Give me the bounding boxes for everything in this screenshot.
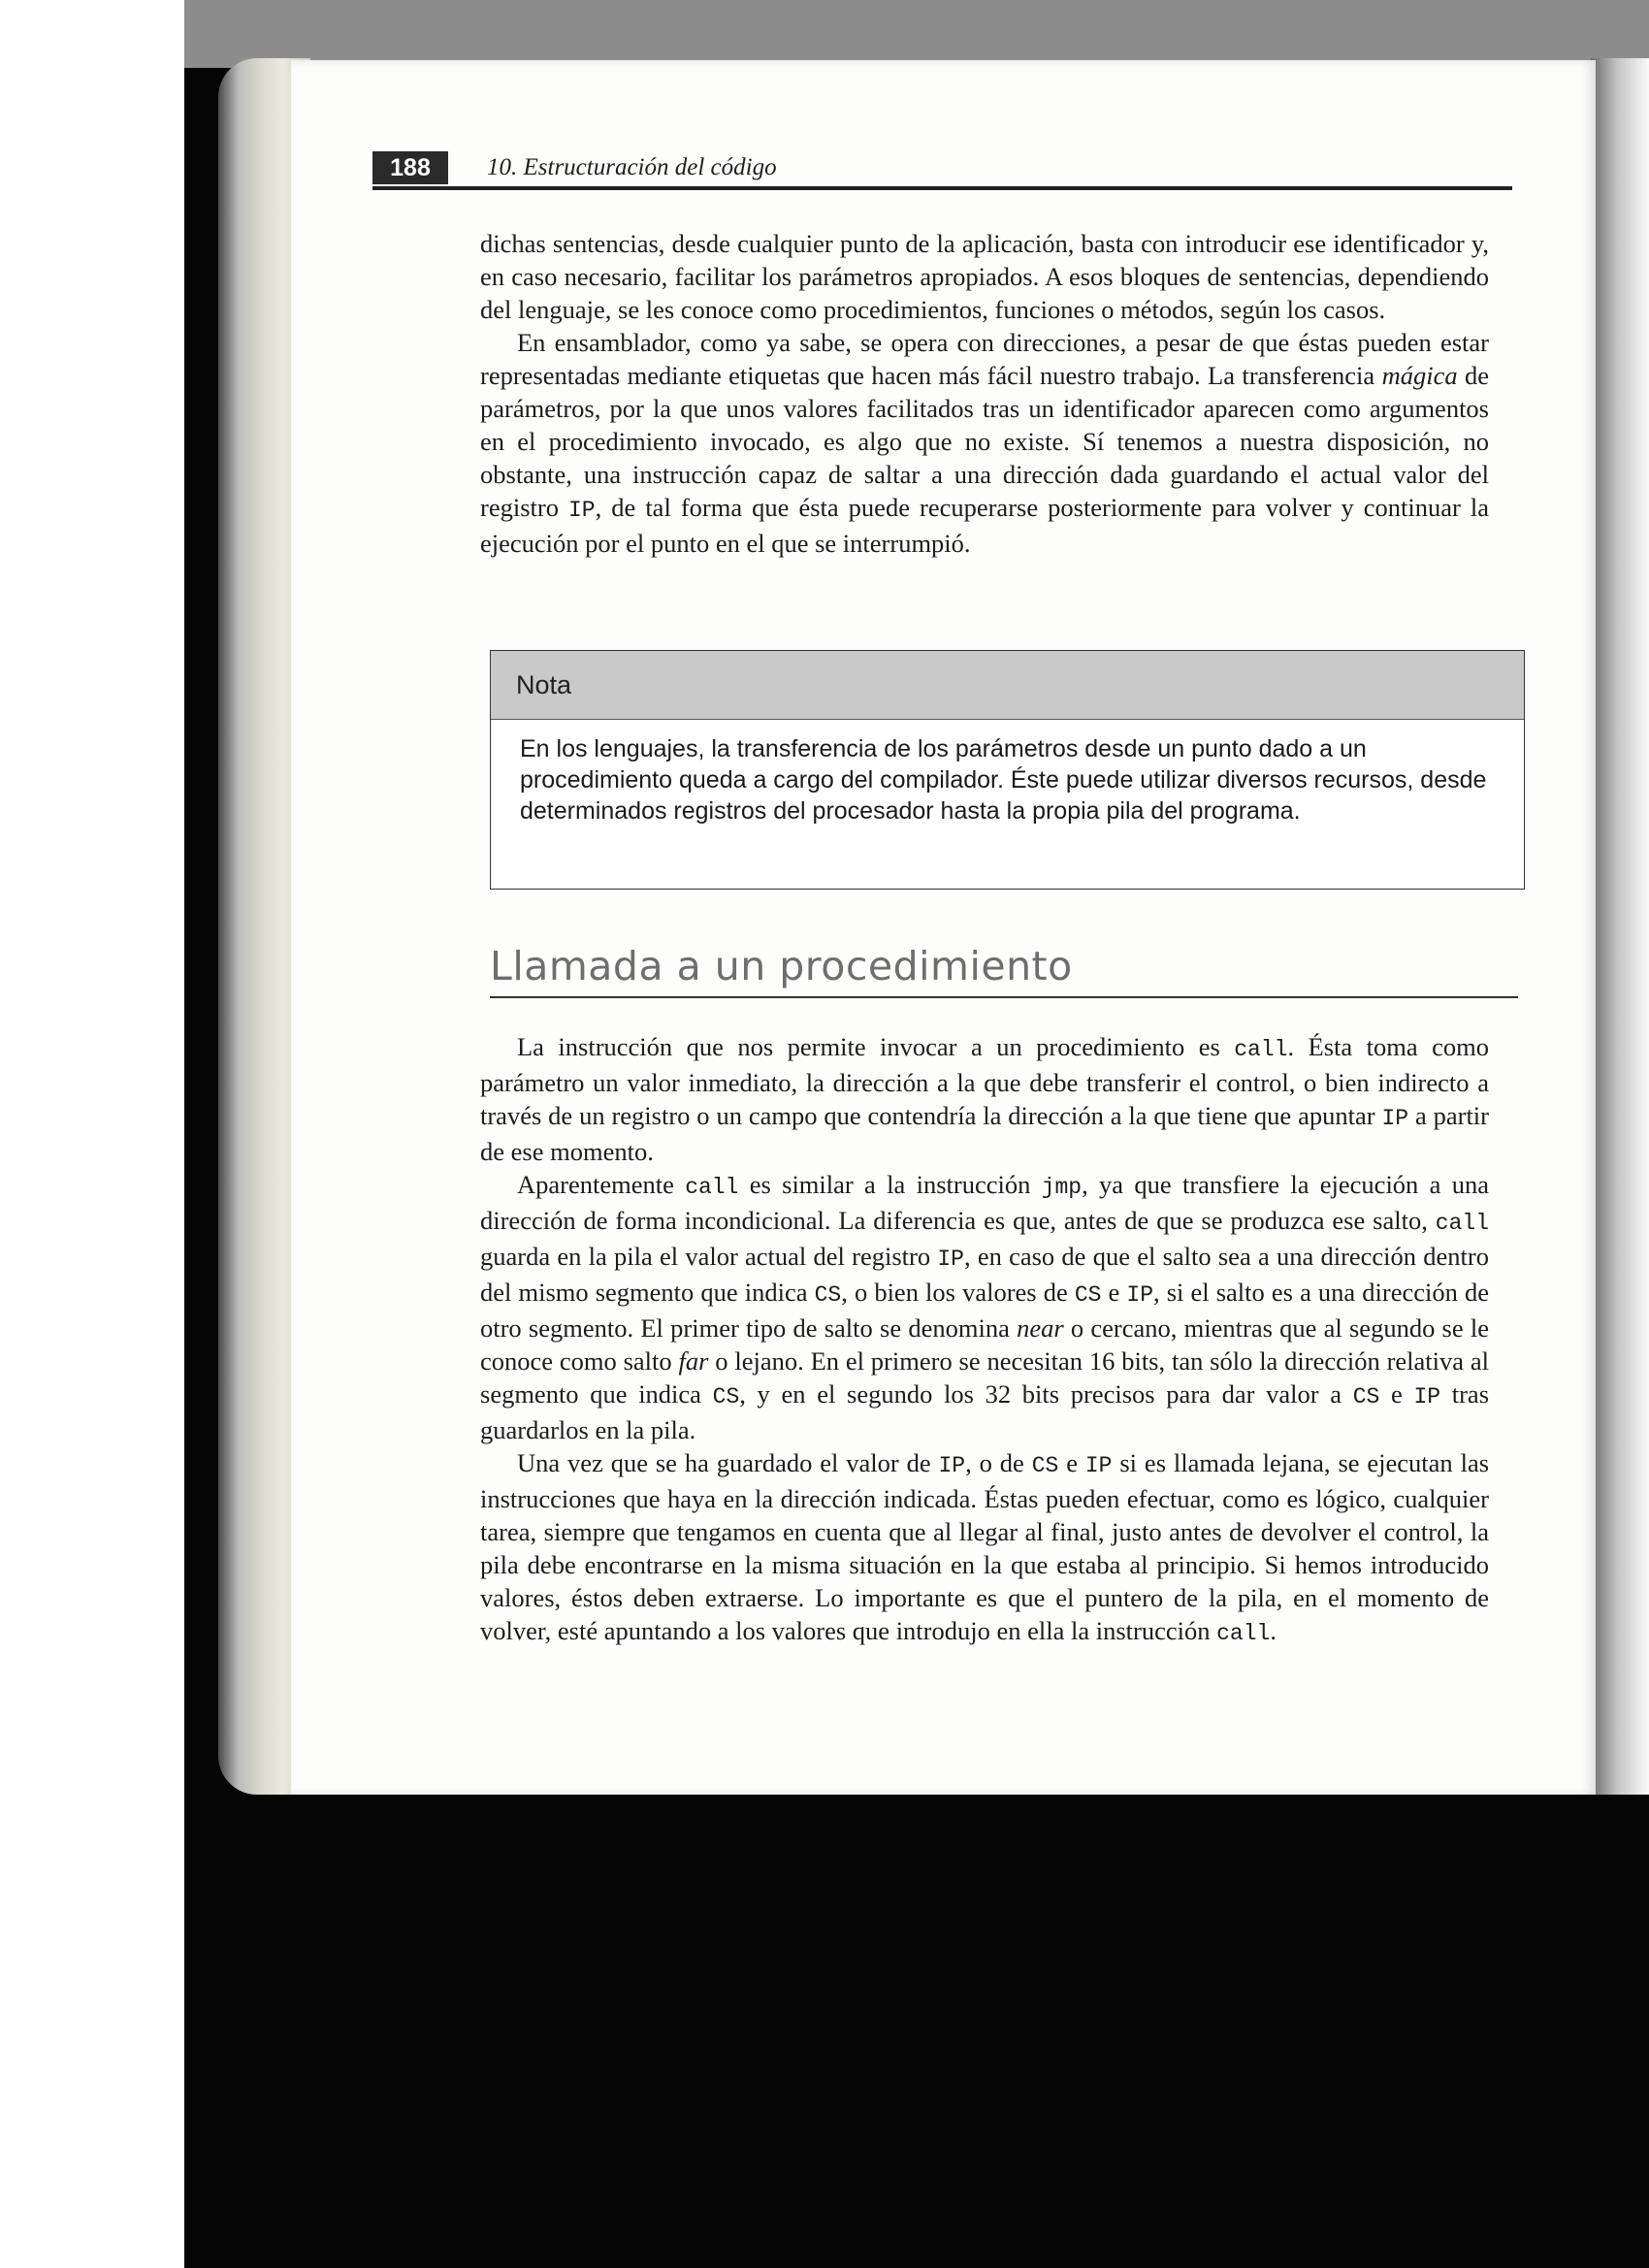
text-run: tras guardarlos en la pila.: [480, 1379, 1490, 1444]
code-run: IP: [938, 1453, 966, 1478]
book-gutter: [1591, 58, 1649, 1795]
code-run: CS: [712, 1384, 740, 1409]
code-run: IP: [1381, 1106, 1409, 1131]
code-run: call: [1435, 1211, 1489, 1236]
text-run: e: [1101, 1278, 1127, 1307]
text-run: En ensamblador, como ya sabe, se opera con direcciones, a pesar de que éstas pueden estar representadas mediante etiquetas que hacen más fácil nuestro trabajo. La transferencia: [480, 328, 1489, 390]
italic-run: near: [1017, 1313, 1064, 1343]
text-run: La instrucción que nos permite invocar a un procedimiento es: [517, 1032, 1235, 1061]
text-run: , y en el segundo los 32 bits precisos para dar valor a: [739, 1379, 1353, 1409]
text-run: e: [1058, 1448, 1085, 1477]
note-box: [490, 650, 1525, 890]
code-run: IP: [1413, 1384, 1441, 1409]
code-run: IP: [1084, 1453, 1113, 1478]
code-run: call: [1216, 1621, 1271, 1646]
text-run: e: [1379, 1379, 1414, 1409]
text-run: Aparentemente: [517, 1170, 686, 1199]
text-run: o lejano. En el primero se necesitan 16 bits, tan sólo la dirección relativa al segmento que indica: [480, 1346, 1489, 1409]
text-run: .: [1270, 1616, 1277, 1645]
section-paragraph-3: [480, 1446, 1489, 1650]
book-page: [291, 60, 1596, 1795]
text-run: , si el salto es a una dirección de otro segmento. El primer tipo de salto se denomina: [480, 1278, 1489, 1343]
intro-text: [480, 227, 1489, 560]
header-rule: [372, 186, 1512, 190]
text-run: si es llamada lejana, se ejecutan las instrucciones que haya en la dirección indicada. Éstas pueden efectuar, como es lógico, cualquier tarea, siempre que tengamos en cuenta que al llegar al final, justo antes de devolver el control, la pila debe encontrarse en la misma situación en la que estaba al principio. Si hemos introducido valores, éstos deben extraerse. Lo importante es que el puntero de la pila, en el momento de volver, esté apuntando a los valores que introdujo en ella la instrucción: [480, 1448, 1490, 1645]
text-run: Una vez que se ha guardado el valor de: [517, 1448, 939, 1477]
chapter-title: 10. Estructuración del código: [487, 154, 777, 180]
intro-paragraph-1: dichas sentencias, desde cualquier punto de la aplicación, basta con introducir ese identificador y, en caso necesario, facilitar los parámetros apropiados. A esos bloques de sentencias, dependiendo del lenguaje, se les conoce como procedimientos, funciones o métodos, según los casos.: [480, 229, 1489, 324]
code-run: IP: [1126, 1282, 1153, 1308]
text-run: a partir de ese momento.: [480, 1101, 1489, 1166]
section-text: [480, 1030, 1489, 1650]
code-run: CS: [1352, 1384, 1380, 1409]
text-run: , en caso de que el salto sea a una dirección dentro del mismo segmento que indica: [480, 1242, 1489, 1307]
text-run: . Ésta toma como parámetro un valor inmediato, la dirección a la que debe transferir el control, o bien indirecto a través de un registro o un campo que contendría la dirección a la que tiene que apuntar: [480, 1032, 1489, 1130]
scan-top-shadow: [184, 0, 1649, 68]
text-run: , o bien los valores de: [841, 1278, 1075, 1307]
text-run: , de tal forma que ésta puede recuperarse posteriormente para volver y continuar la ejecución por el punto en el que se interrumpió.: [480, 493, 1489, 558]
page-number: 188: [372, 151, 448, 184]
text-run: de parámetros, por la que unos valores facilitados tras un identificador aparecen como argumentos en el procedimiento invocado, es algo que no existe. Sí tenemos a nuestra disposición, no obstante, una instrucción capaz de saltar a una dirección dada guardando el actual valor del registro: [480, 361, 1489, 522]
code-run: IP: [937, 1247, 964, 1272]
code-run: call: [1234, 1037, 1288, 1062]
section-paragraph-1: [480, 1030, 1489, 1168]
note-body: En los lenguajes, la transferencia de los parámetros desde un punto dado a un procedimiento queda a cargo del compilador. Éste puede utilizar diversos recursos, desde determinados registros del procesador hasta la propia pila del programa.: [520, 735, 1487, 825]
text-run: , ya que transfiere la ejecución a una dirección de forma incondicional. La diferencia es que, antes de que se produzca ese salto,: [480, 1170, 1489, 1235]
text-run: es similar a la instrucción: [738, 1170, 1042, 1199]
section-paragraph-2: [480, 1168, 1489, 1446]
code-run: CS: [1031, 1453, 1059, 1478]
italic-run: mágica: [1381, 361, 1458, 390]
code-run: IP: [568, 498, 596, 523]
section-heading: Llamada a un procedimiento: [490, 943, 1073, 989]
code-run: call: [685, 1175, 739, 1200]
code-run: CS: [814, 1282, 842, 1308]
section-rule: [490, 996, 1518, 998]
text-run: , o de: [965, 1448, 1032, 1477]
code-run: jmp: [1041, 1175, 1083, 1200]
text-run: guarda en la pila el valor actual del registro: [480, 1242, 938, 1271]
text-run: o cercano, mientras que al segundo se le conoce como salto: [480, 1313, 1489, 1376]
code-run: CS: [1074, 1282, 1102, 1308]
italic-run: far: [678, 1346, 709, 1376]
note-title: Nota: [491, 651, 1524, 720]
intro-paragraph-2: [480, 326, 1489, 560]
running-header: [372, 151, 1512, 184]
